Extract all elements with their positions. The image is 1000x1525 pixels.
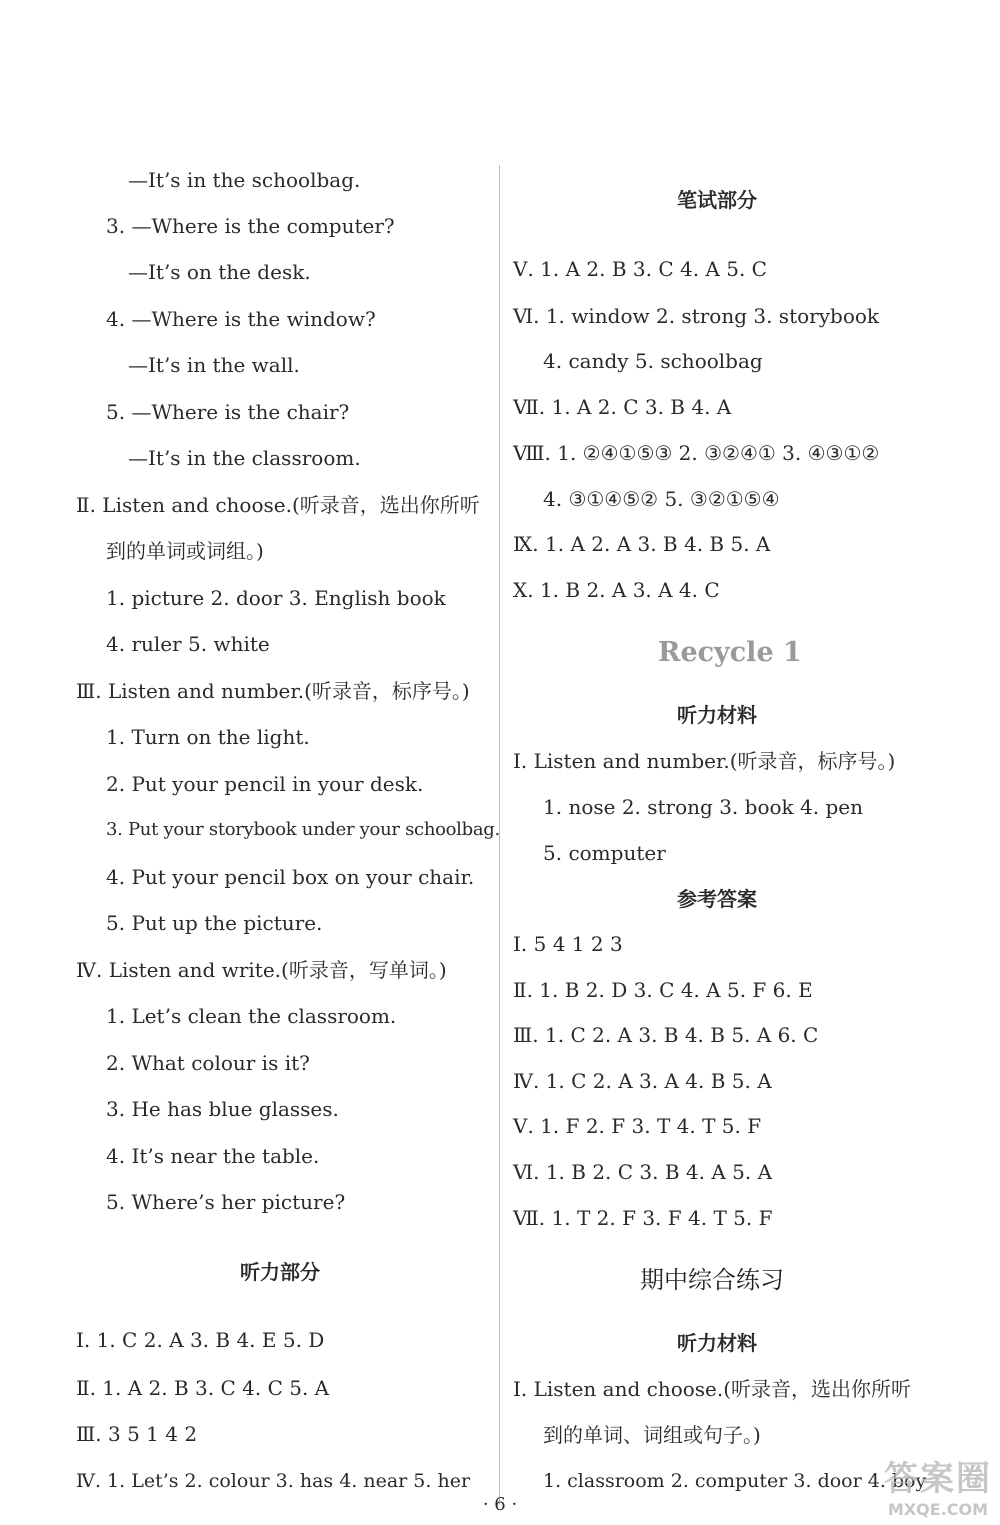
material-heading: 听力材料	[677, 703, 757, 727]
text-line: 4. ruler 5. white	[106, 632, 270, 656]
text-line: 5. —Where is the chair?	[106, 400, 350, 424]
section-heading: Ⅱ. Listen and choose.(听录音，选出你所听	[76, 493, 480, 517]
text-line: 3. —Where is the computer?	[106, 214, 395, 238]
answer-line: Ⅳ. 1. C 2. A 3. A 4. B 5. A	[513, 1069, 772, 1093]
answer-line: Ⅵ. 1. window 2. strong 3. storybook	[513, 304, 880, 328]
watermark-bottom: MXQE.COM	[887, 1500, 989, 1519]
text-line: 到的单词或词组。)	[106, 539, 264, 563]
answer-line: Ⅱ. 1. A 2. B 3. C 4. C 5. A	[76, 1376, 330, 1400]
text-line: 4. —Where is the window?	[106, 307, 376, 331]
answer-line: Ⅰ. 5 4 1 2 3	[513, 932, 623, 956]
text-line: 1. Let’s clean the classroom.	[106, 1004, 397, 1028]
text-line: 2. What colour is it?	[106, 1051, 310, 1075]
answer-line: Ⅵ. 1. B 2. C 3. B 4. A 5. A	[513, 1160, 773, 1184]
text-line: 4. It’s near the table.	[106, 1144, 320, 1168]
text-line: 3. Put your storybook under your schoolbag.	[106, 819, 500, 840]
answer-line: Ⅱ. 1. B 2. D 3. C 4. A 5. F 6. E	[513, 978, 813, 1002]
text-line: 1. Turn on the light.	[106, 725, 310, 749]
text-line: —It’s in the classroom.	[128, 446, 361, 470]
text-line: 1. picture 2. door 3. English book	[106, 586, 446, 610]
answer-line: Ⅷ. 1. ②④①⑤③ 2. ③②④① 3. ④③①②	[513, 441, 880, 465]
text-line: 5. Where’s her picture?	[106, 1190, 346, 1214]
section-heading: Ⅲ. Listen and number.(听录音，标序号。)	[76, 679, 470, 703]
text-line: 5. Put up the picture.	[106, 911, 323, 935]
text-line: 5. computer	[543, 841, 666, 865]
answer-line: Ⅹ. 1. B 2. A 3. A 4. C	[513, 578, 720, 602]
recycle-title: Recycle 1	[658, 637, 802, 668]
text-line: 3. He has blue glasses.	[106, 1097, 339, 1121]
watermark-top: 答案圈	[884, 1459, 992, 1499]
answer-line: Ⅳ. 1. Let’s 2. colour 3. has 4. near 5. her	[76, 1470, 471, 1492]
text-line: —It’s in the schoolbag.	[128, 168, 361, 192]
text-line: 1. classroom 2. computer 3. door 4. boy	[543, 1470, 927, 1492]
answer-line: Ⅲ. 1. C 2. A 3. B 4. B 5. A 6. C	[513, 1023, 819, 1047]
answer-line: 4. candy 5. schoolbag	[543, 349, 763, 373]
section-heading: Ⅰ. Listen and choose.(听录音，选出你所听	[513, 1377, 912, 1401]
watermark-logo	[884, 1451, 992, 1519]
answer-line: Ⅴ. 1. F 2. F 3. T 4. T 5. F	[513, 1114, 762, 1138]
answer-line: Ⅲ. 3 5 1 4 2	[76, 1422, 198, 1446]
midterm-material-heading: 听力材料	[677, 1331, 757, 1355]
text-line: —It’s on the desk.	[128, 260, 311, 284]
answer-line: Ⅴ. 1. A 2. B 3. C 4. A 5. C	[513, 257, 767, 281]
answer-line: Ⅶ. 1. A 2. C 3. B 4. A	[513, 395, 732, 419]
answer-heading: 参考答案	[677, 887, 757, 911]
section-heading: Ⅳ. Listen and write.(听录音，写单词。)	[76, 958, 447, 982]
section-heading: Ⅰ. Listen and number.(听录音，标序号。)	[513, 749, 896, 773]
answer-line: Ⅶ. 1. T 2. F 3. F 4. T 5. F	[513, 1206, 773, 1230]
midterm-title: 期中综合练习	[640, 1266, 784, 1294]
text-line: 到的单词、词组或句子。)	[543, 1423, 761, 1447]
text-line: 2. Put your pencil in your desk.	[106, 772, 424, 796]
answer-line: Ⅰ. 1. C 2. A 3. B 4. E 5. D	[76, 1328, 325, 1352]
answer-line: Ⅸ. 1. A 2. A 3. B 4. B 5. A	[513, 532, 771, 556]
text-line: 4. Put your pencil box on your chair.	[106, 865, 475, 889]
answer-line: 4. ③①④⑤② 5. ③②①⑤④	[543, 487, 780, 511]
page-number: · 6 ·	[482, 1494, 518, 1515]
text-line: 1. nose 2. strong 3. book 4. pen	[543, 795, 863, 819]
written-heading: 笔试部分	[677, 188, 757, 212]
text-line: —It’s in the wall.	[128, 353, 300, 377]
listening-heading: 听力部分	[240, 1260, 320, 1284]
